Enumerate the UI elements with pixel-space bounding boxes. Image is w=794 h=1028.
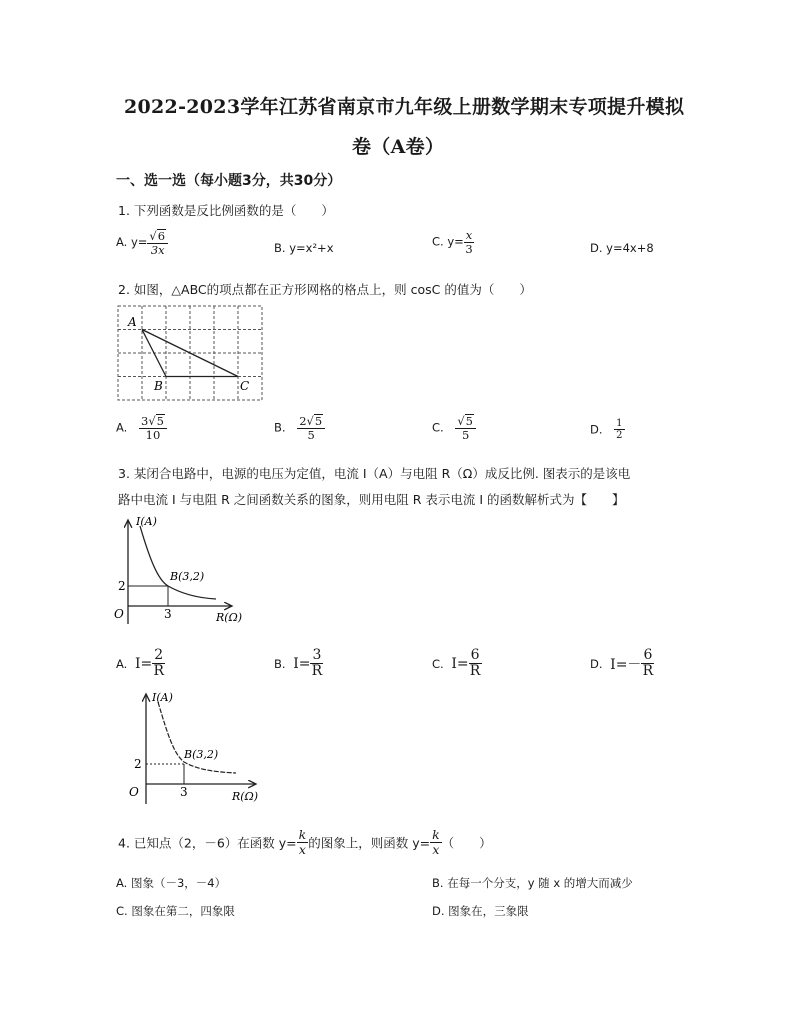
q3-graph-1-origin: O	[114, 607, 124, 621]
q4-stem-fraction-1	[297, 828, 309, 857]
q3-graph-1-x-label: R(Ω)	[216, 611, 242, 624]
q3-graph-2-y-label: I(A)	[152, 691, 173, 704]
q3-option-b-fraction	[310, 648, 323, 680]
q3-graph-2-x-tick: 3	[180, 785, 188, 799]
q2-option-b-fraction: $\frac{2√5}{5}$	[297, 414, 325, 441]
q3-option-d-fraction	[641, 648, 654, 680]
q4-option-d: D. 图象在，三象限	[432, 904, 529, 918]
q3-graph-1	[110, 512, 260, 630]
q3-option-d-denominator: R	[642, 663, 654, 680]
q3-option-c	[432, 648, 482, 680]
q2-grid-figure	[112, 302, 268, 404]
q2-option-a-fraction: $\frac{3√5}{10}$	[139, 414, 167, 441]
q3-option-a-numerator: 2	[154, 647, 164, 663]
q2-option-a-denominator: 10	[145, 427, 161, 442]
q3-option-c-denominator: R	[469, 663, 481, 680]
q3-graph-2-origin: O	[129, 785, 139, 799]
q3-option-c-prefix: I=	[451, 655, 469, 672]
q3-option-d	[590, 648, 654, 680]
q4-option-c: C. 图象在第二，四象限	[116, 904, 235, 918]
q3-graph-2-curve	[158, 702, 236, 773]
q3-option-a-fraction	[152, 648, 165, 680]
q1-option-c-label: C. y=	[432, 234, 464, 249]
q2-vertex-a-label: A	[128, 315, 137, 329]
q1-option-d: D. y=4x+8	[590, 241, 654, 255]
q2-option-c	[432, 414, 476, 441]
q2-option-d-fraction	[614, 418, 624, 441]
q4-stem-middle: 的图象上，则函数 y=	[308, 835, 431, 851]
q2-vertex-c-label: C	[240, 379, 250, 393]
q2-option-c-radicand: 5	[465, 414, 473, 428]
q3-graph-1-curve	[140, 526, 216, 599]
q3-option-c-label: C.	[432, 656, 444, 671]
q2-option-b-coef: 2	[299, 414, 307, 428]
q4-stem-fraction-1-k: k	[298, 827, 307, 842]
q3-option-d-prefix: I=－	[610, 656, 642, 673]
q2-stem: 2. 如图，△ABC的项点都在正方形网格的格点上，则 cosC 的值为（ ）	[118, 282, 532, 297]
q3-graph-1-y-label: I(A)	[136, 515, 157, 528]
q4-option-b: B. 在每一个分支，y 随 x 的增大而减少	[432, 876, 633, 890]
q2-option-d	[590, 418, 625, 441]
q4-stem-fraction-2	[430, 828, 442, 857]
section-heading: 一、选一选（每小题3分，共30分）	[116, 173, 342, 189]
q1-stem: 1. 下列函数是反比例函数的是（ ）	[118, 203, 334, 218]
q1-option-a	[116, 229, 168, 256]
q3-option-b	[274, 648, 323, 680]
q3-graph-1-point-label: B(3,2)	[170, 570, 205, 583]
q1-option-b: B. y=x²+x	[274, 241, 334, 255]
q4-option-a: A. 图象（－3，－4）	[116, 876, 227, 890]
q1-option-c-denominator: 3	[465, 241, 473, 256]
q2-option-c-fraction: $\frac{√5}{5}$	[455, 414, 476, 441]
q2-option-c-label: C.	[432, 420, 444, 435]
q1-option-c-numerator: x	[465, 228, 473, 242]
q3-option-c-fraction	[469, 648, 482, 680]
q3-option-b-denominator: R	[311, 663, 323, 680]
q1-option-a-label: A. y=	[116, 235, 148, 250]
q2-option-a-coef: 3	[140, 414, 149, 428]
q4-stem-fraction-2-x: x	[432, 841, 440, 857]
q4-stem-fraction-2-k: k	[432, 827, 440, 842]
q3-option-b-prefix: I=	[293, 655, 311, 672]
q3-option-a-denominator: R	[153, 663, 164, 680]
q3-option-b-numerator: 3	[312, 647, 322, 663]
q3-option-c-numerator: 6	[470, 647, 480, 663]
q2-option-c-denominator: 5	[462, 427, 470, 442]
page-title-line2: 卷（A卷）	[352, 136, 445, 158]
q3-graph-2	[124, 688, 274, 810]
q4-stem-suffix: （ ）	[441, 835, 492, 851]
q1-option-c	[432, 229, 474, 255]
q1-option-a-radicand: 6	[157, 229, 166, 243]
q2-option-d-denominator: 2	[616, 430, 623, 441]
q3-option-a	[116, 648, 165, 680]
q2-option-d-numerator: 1	[616, 418, 623, 429]
q2-option-b-radicand: 5	[314, 414, 323, 428]
q3-option-b-label: B.	[274, 656, 286, 671]
q2-option-a-label: A.	[116, 420, 128, 435]
q1-option-a-denominator: 3x	[150, 242, 165, 257]
q3-option-d-label: D.	[590, 656, 603, 671]
q3-option-a-label: A.	[116, 656, 128, 671]
q4-stem	[118, 828, 492, 857]
q3-option-d-numerator: 6	[643, 647, 653, 663]
q3-stem-line1: 3. 某闭合电路中，电源的电压为定值，电流 I（A）与电阻 R（Ω）成反比例. 图表示的是该电	[118, 466, 631, 481]
q2-option-a	[116, 414, 167, 441]
q2-vertex-b-label: B	[154, 379, 163, 393]
q2-option-b-label: B.	[274, 420, 286, 435]
page-title-line1: 2022-2023学年江苏省南京市九年级上册数学期末专项提升模拟	[124, 96, 685, 118]
q3-graph-2-x-label: R(Ω)	[232, 790, 258, 803]
q3-graph-1-x-tick: 3	[164, 607, 172, 621]
q4-stem-fraction-1-x: x	[298, 841, 306, 857]
q3-graph-1-y-tick: 2	[118, 579, 126, 593]
q2-option-b-denominator: 5	[307, 427, 315, 442]
q3-option-a-prefix: I=	[134, 655, 153, 672]
q1-option-c-fraction	[464, 229, 475, 255]
q2-option-d-label: D.	[590, 422, 603, 437]
q2-option-b	[274, 414, 325, 441]
q1-option-a-fraction: $\frac{√6}{3x}$	[147, 229, 168, 256]
q2-option-a-radicand: 5	[156, 414, 164, 428]
q4-stem-prefix: 4. 已知点（2，－6）在函数 y=	[118, 835, 297, 851]
q3-graph-2-y-tick: 2	[134, 757, 142, 771]
q3-stem-line2: 路中电流 I 与电阻 R 之间函数关系的图象，则用电阻 R 表示电流 I 的函数解析式为【 】	[118, 492, 625, 507]
q3-graph-2-point-label: B(3,2)	[184, 748, 219, 761]
